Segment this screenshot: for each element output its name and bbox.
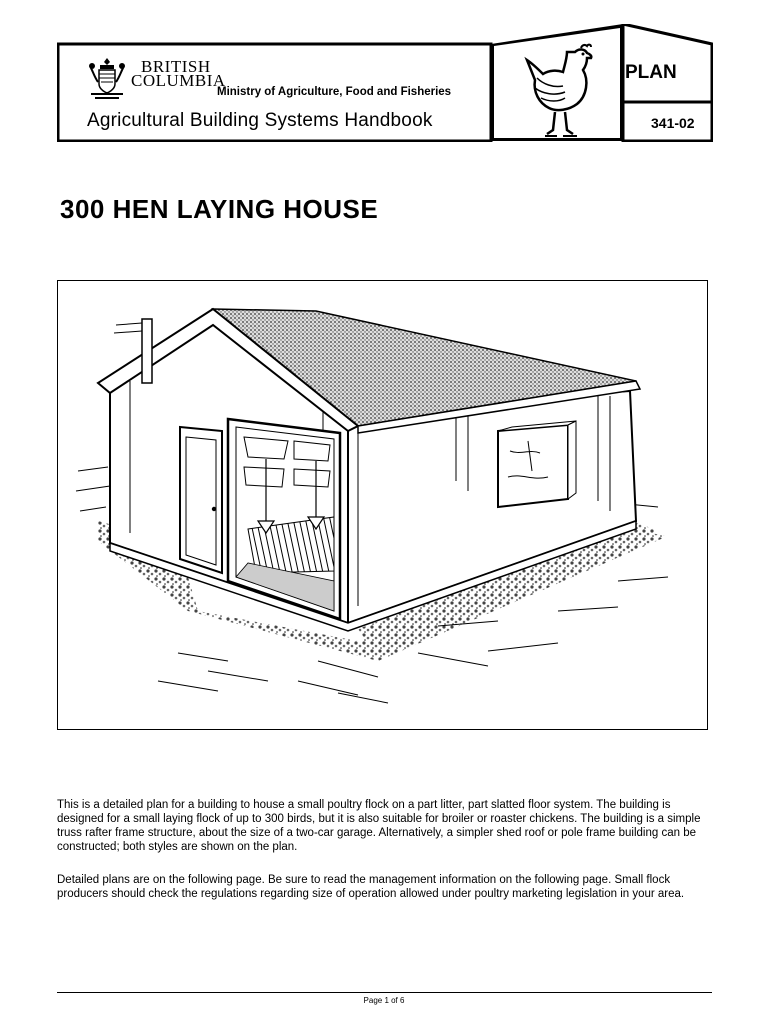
intro-paragraph: This is a detailed plan for a building to house a small poultry flock on a part litter, part slatted floor system. The building is designed for a small laying flock of up to 300 birds, but it is also suitable for broiler or roaster chickens. The building is a simple truss rafter frame structure, about the size of a two-car garage. Alternatively, a simpler shed roof or pole frame building can be constructed; both styles are shown on the plan. xyxy=(57,799,701,853)
handbook-title: Agricultural Building Systems Handbook xyxy=(87,110,433,131)
footer-divider xyxy=(57,992,712,993)
plan-number: 341-02 xyxy=(651,115,695,131)
document-header xyxy=(57,24,713,142)
ministry-name: Ministry of Agriculture, Food and Fisheries xyxy=(217,86,452,98)
hen-house-illustration xyxy=(57,280,708,730)
bc-wordmark xyxy=(131,57,226,90)
plan-label: PLAN xyxy=(625,62,677,83)
hen-icon xyxy=(515,42,605,142)
bc-coat-of-arms-icon xyxy=(87,54,127,102)
bc-line1: BRITISH xyxy=(141,57,211,76)
hen-house-drawing xyxy=(58,281,706,728)
bc-line2: COLUMBIA xyxy=(131,71,226,90)
page-title: 300 HEN LAYING HOUSE xyxy=(60,194,379,224)
notes-paragraph: Detailed plans are on the following page. Be sure to read the management information on the following page. Small flock producers should check the regulations regarding size of operation allowed under poultry marketing legislation in your area. xyxy=(57,874,685,900)
page-number: Page 1 of 6 xyxy=(363,996,405,1005)
